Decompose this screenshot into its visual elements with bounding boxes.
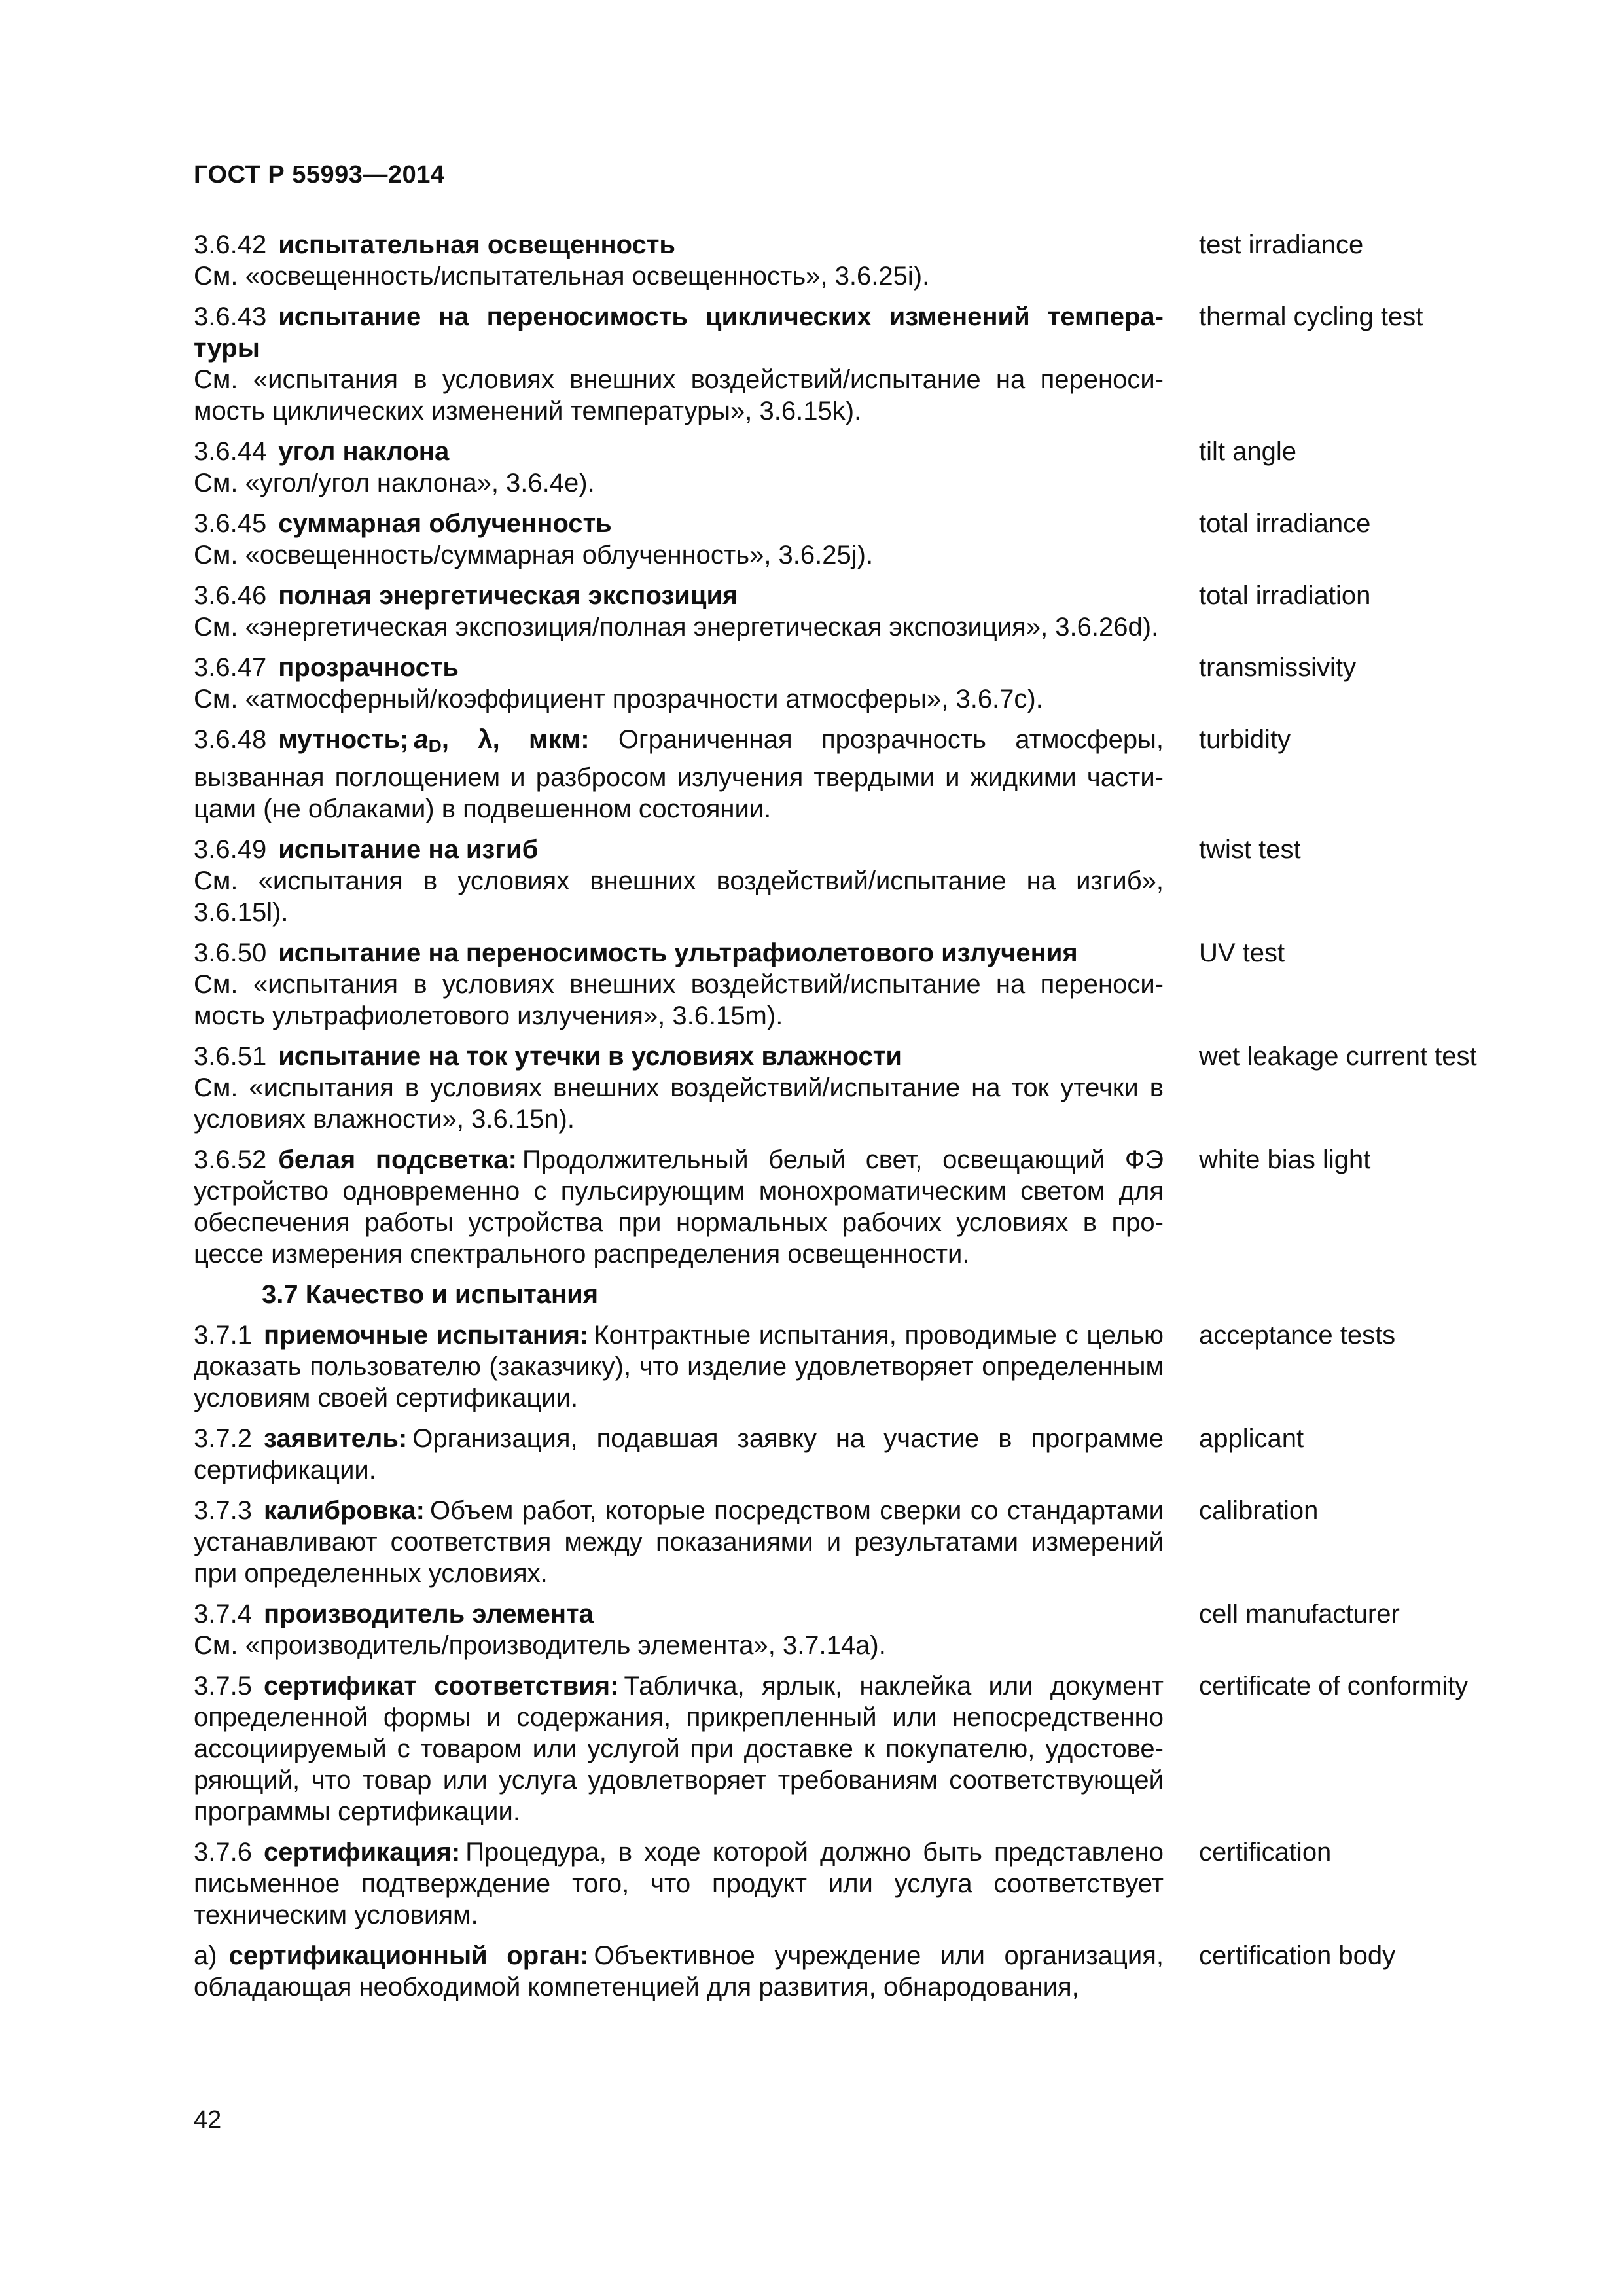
entry-definition [194,937,1164,1031]
entry-term: сертификат соответствия: [263,1672,619,1700]
entry-definition [194,1940,1164,2003]
entry-definition [194,508,1164,571]
entry-english-term: thermal cycling test [1199,302,1423,331]
glossary-entry [194,1423,1516,1486]
entry-text: Объем работ, которые посредством сверки со стандартами устанавливают соответствия между показаниями и результатами измерений при определенных условиях. [194,1496,1164,1588]
entry-definition [194,1837,1164,1931]
document-header: ГОСТ Р 55993—2014 [194,161,445,188]
entry-term: суммарная облученность [278,509,612,538]
entry-term: прозрачность [278,653,459,682]
entry-number: 3.6.45 [194,509,267,538]
entry-definition [194,436,1164,499]
entry-text: См. «энергетическая экспозиция/полная энергетическая экспозиция», 3.6.26d). [194,613,1159,641]
entry-definition [194,724,1164,825]
glossary-entry [194,1837,1516,1931]
glossary-entry [194,436,1516,499]
entry-number: 3.6.47 [194,653,267,682]
entry-english-term: certificate of conformity [1199,1672,1469,1700]
entry-definition [194,229,1164,292]
entry-term: мутность; [278,725,409,754]
entry-number: 3.7.6 [194,1838,252,1867]
entry-english-term: test irradiance [1199,230,1364,259]
entry-term: калибровка: [263,1496,425,1525]
symbol-subscript: D [428,736,442,756]
entry-term: полная энергетическая экспозиция [278,581,738,610]
entry-number: 3.6.44 [194,437,267,466]
section-heading: 3.7 Качество и испытания [262,1280,599,1309]
entry-number: 3.7.4 [194,1600,252,1628]
glossary-entry [194,1144,1516,1270]
glossary-entry [194,1495,1516,1589]
glossary-entries [194,229,1516,2012]
entry-term: испытательная освещенность [278,230,676,259]
entry-term: испытание на переносимость ультрафиолетового излучения [278,939,1078,967]
entry-text: См. «испытания в условиях внешних воздействий/испытание на ток утечки в условиях влажности», 3.6.15n). [194,1073,1164,1134]
entry-english-term: UV test [1199,939,1285,967]
entry-text: См. «испытания в условиях внешних воздействий/испытание на изгиб», 3.6.15l). [194,867,1164,927]
glossary-entry [194,1041,1516,1135]
entry-text: См. «угол/угол наклона», 3.6.4e). [194,469,595,497]
entry-english-term: transmissivity [1199,653,1357,682]
entry-number: 3.6.42 [194,230,267,259]
entry-text: Ограниченная прозрачность атмосферы, вызванная поглощением и разбросом излучения твердыми и жидкими частицами (не облаками) в подвешенном состоянии. [194,725,1164,823]
entry-text: Объективное учреждение или организация, обладающая необходимой компетенцией для развития, обнародования, [194,1941,1164,2001]
entry-number: 3.6.51 [194,1042,267,1071]
entry-text: Организация, подавшая заявку на участие в программе сертификации. [194,1424,1164,1484]
entry-term: заявитель: [263,1424,408,1453]
entry-number: 3.6.50 [194,939,267,967]
glossary-entry [194,937,1516,1031]
glossary-entry [194,1319,1516,1414]
glossary-entry [194,834,1516,928]
entry-number: 3.6.43 [194,302,267,331]
entry-text: Продолжительный белый свет, освещающий ФЭ устройство одновременно с пульсирующим монохроматическим светом для обеспечения работы устройства при нормальных рабочих условиях в процессе измерения спектрального распределения освещенности. [194,1145,1164,1268]
entry-definition [194,301,1164,427]
entry-english-term: turbidity [1199,725,1291,754]
entry-term: приемочные испытания: [263,1321,589,1350]
entry-english-term: calibration [1199,1496,1319,1525]
entry-number: 3.6.49 [194,835,267,864]
entry-english-term: wet leakage current test [1199,1042,1477,1071]
symbol-a: a [414,725,429,754]
entry-english-term: white bias light [1199,1145,1371,1174]
glossary-entry [194,1940,1516,2003]
glossary-entry [194,229,1516,292]
entry-definition [194,834,1164,928]
entry-term: производитель элемента [263,1600,594,1628]
entry-definition [194,1041,1164,1135]
entry-english-term: acceptance tests [1199,1321,1396,1350]
entry-english-term: total irradiation [1199,581,1371,610]
entry-english-term: applicant [1199,1424,1304,1453]
entry-symbols [414,725,589,754]
entry-text: См. «испытания в условиях внешних воздействий/испытание на переносимость ультрафиолетового излучения», 3.6.15m). [194,970,1164,1030]
entry-text: См. «испытания в условиях внешних воздействий/испытание на переносимость циклических изменений температуры», 3.6.15k). [194,365,1164,425]
entry-definition [194,1598,1164,1661]
entry-english-term: certification [1199,1838,1332,1867]
entry-number: 3.7.3 [194,1496,252,1525]
entry-text: См. «производитель/производитель элемента», 3.7.14a). [194,1631,886,1660]
entry-english-term: cell manufacturer [1199,1600,1400,1628]
entry-definition [194,652,1164,715]
entry-definition [194,1319,1164,1414]
glossary-entry [194,508,1516,571]
entry-number: 3.6.48 [194,725,267,754]
glossary-entry [194,724,1516,825]
entry-definition [194,1423,1164,1486]
entry-term: сертификационный орган: [228,1941,589,1970]
entry-english-term: total irradiance [1199,509,1371,538]
glossary-entry [194,580,1516,643]
entry-term: угол наклона [278,437,450,466]
glossary-entry [194,652,1516,715]
entry-english-term: certification body [1199,1941,1396,1970]
entry-number: 3.7.2 [194,1424,252,1453]
entry-text: Процедура, в ходе которой должно быть представлено письменное подтверждение того, что продукт или услуга соответствует техническим условиям. [194,1838,1164,1929]
glossary-entry [194,1670,1516,1827]
entry-term: испытание на изгиб [278,835,539,864]
entry-text: Табличка, ярлык, наклейка или документ определенной формы и содержания, прикрепленный или непосредственно ассоциируемый с товаром или услугой при доставке к покупателю, удостоверяющий, что товар или услуга удовлетворяет требованиям соответствующей программы сертификации. [194,1672,1164,1826]
entry-definition [194,1670,1164,1827]
entry-term: сертификация: [263,1838,461,1867]
entry-definition [194,1495,1164,1589]
entry-number: 3.6.46 [194,581,267,610]
entry-text: См. «освещенность/испытательная освещенность», 3.6.25i). [194,262,930,291]
page-number: 42 [194,2106,222,2134]
symbol-units: , λ, мкм: [441,725,590,754]
entry-term: испытание на переносимость циклических изменений температуры [194,302,1164,363]
entry-english-term: twist test [1199,835,1301,864]
glossary-entry [194,301,1516,427]
entry-term: белая подсветка: [278,1145,517,1174]
entry-number: а) [194,1941,217,1970]
glossary-entry [194,1598,1516,1661]
entry-definition [194,580,1164,643]
entry-group-3-6 [194,229,1516,1270]
entry-text: Контрактные испытания, проводимые с целью доказать пользователю (заказчику), что изделие удовлетворяет определенным условиям своей сертификации. [194,1321,1164,1412]
entry-group-3-7 [194,1319,1516,2003]
entry-number: 3.7.5 [194,1672,252,1700]
entry-number: 3.6.52 [194,1145,267,1174]
entry-term: испытание на ток утечки в условиях влажности [278,1042,902,1071]
entry-number: 3.7.1 [194,1321,252,1350]
entry-text: См. «освещенность/суммарная облученность», 3.6.25j). [194,541,874,569]
entry-definition [194,1144,1164,1270]
entry-english-term: tilt angle [1199,437,1296,466]
entry-text: См. «атмосферный/коэффициент прозрачности атмосферы», 3.6.7c). [194,685,1043,713]
